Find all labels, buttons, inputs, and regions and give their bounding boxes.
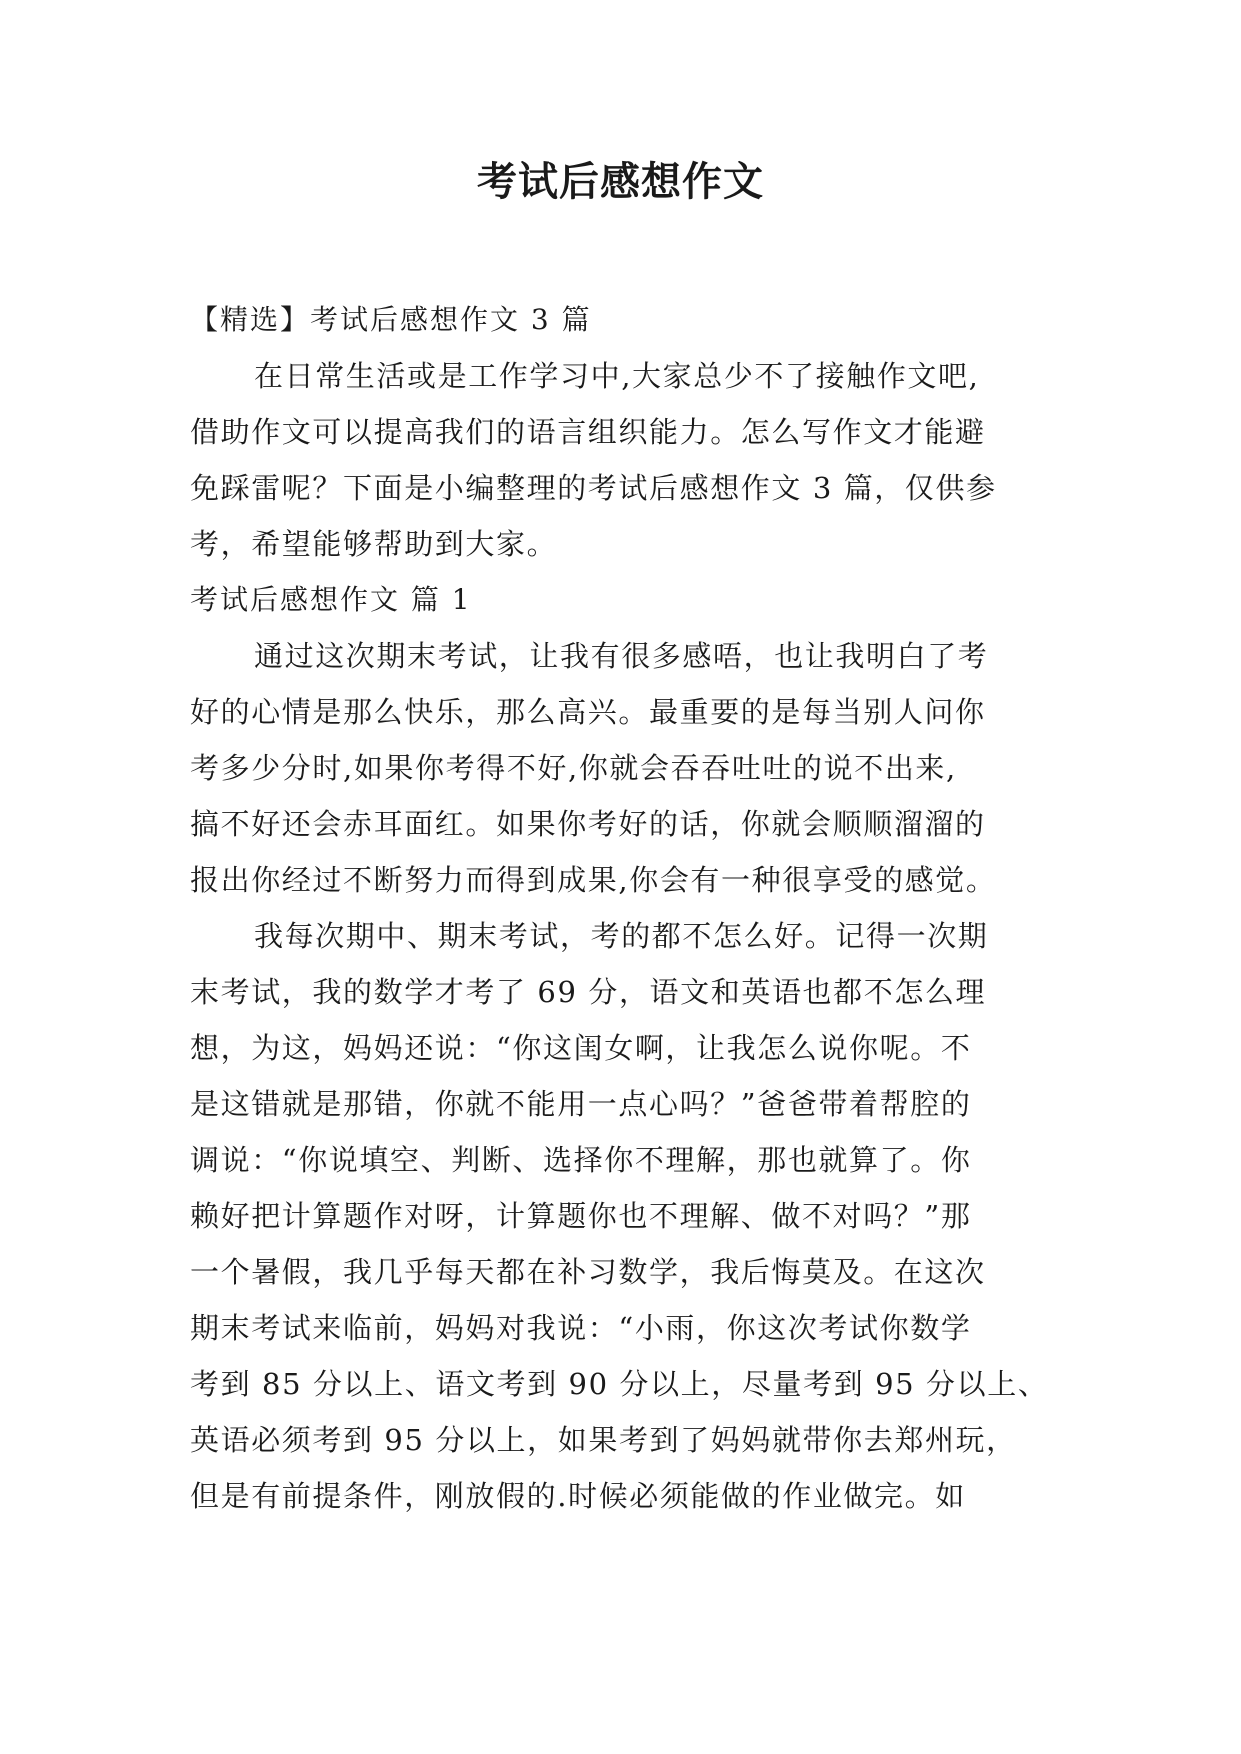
essay-line: 英语必须考到 95 分以上，如果考到了妈妈就带你去郑州玩， [190,1423,1017,1457]
document-title: 考试后感想作文 [477,158,764,205]
collection-heading: 【精选】考试后感想作文 3 篇 [190,303,592,336]
intro-line: 免踩雷呢？下面是小编整理的考试后感想作文 3 篇，仅供参 [190,471,997,505]
essay-heading: 考试后感想作文 篇 1 [190,583,472,616]
document-body [190,292,1050,1524]
intro-line: 考，希望能够帮助到大家。 [190,527,558,561]
essay-line: 一个暑假，我几乎每天都在补习数学，我后悔莫及。在这次 [190,1255,986,1289]
essay-line: 末考试，我的数学才考了 69 分，语文和英语也都不怎么理 [190,975,987,1009]
essay-line: 我每次期中、期末考试，考的都不怎么好。记得一次期 [254,919,989,953]
essay-line: 调说：“你说填空、判断、选择你不理解，那也就算了。你 [190,1143,972,1177]
essay-line: 想，为这，妈妈还说：“你这闺女啊，让我怎么说你呢。不 [190,1031,972,1065]
essay-line: 报出你经过不断努力而得到成果,你会有一种很享受的感觉。 [190,863,997,897]
essay-line: 通过这次期末考试，让我有很多感唔，也让我明白了考 [254,639,989,673]
essay-line: 考到 85 分以上、语文考到 90 分以上，尽量考到 95 分以上、 [190,1367,1049,1401]
essay-line: 期末考试来临前，妈妈对我说：“小雨，你这次考试你数学 [190,1311,972,1345]
intro-line: 借助作文可以提高我们的语言组织能力。怎么写作文才能避 [190,415,986,449]
essay-line: 赖好把计算题作对呀，计算题你也不理解、做不对吗？”那 [190,1199,972,1233]
essay-line: 考多少分时,如果你考得不好,你就会吞吞吐吐的说不出来, [190,751,957,785]
essay-line: 是这错就是那错，你就不能用一点心吗？”爸爸带着帮腔的 [190,1087,972,1121]
essay-line: 好的心情是那么快乐，那么高兴。最重要的是每当别人问你 [190,695,986,729]
essay-line: 但是有前提条件，刚放假的.时候必须能做的作业做完。如 [190,1479,966,1513]
intro-line: 在日常生活或是工作学习中,大家总少不了接触作文吧, [254,359,980,393]
essay-line: 搞不好还会赤耳面红。如果你考好的话，你就会顺顺溜溜的 [190,807,986,841]
